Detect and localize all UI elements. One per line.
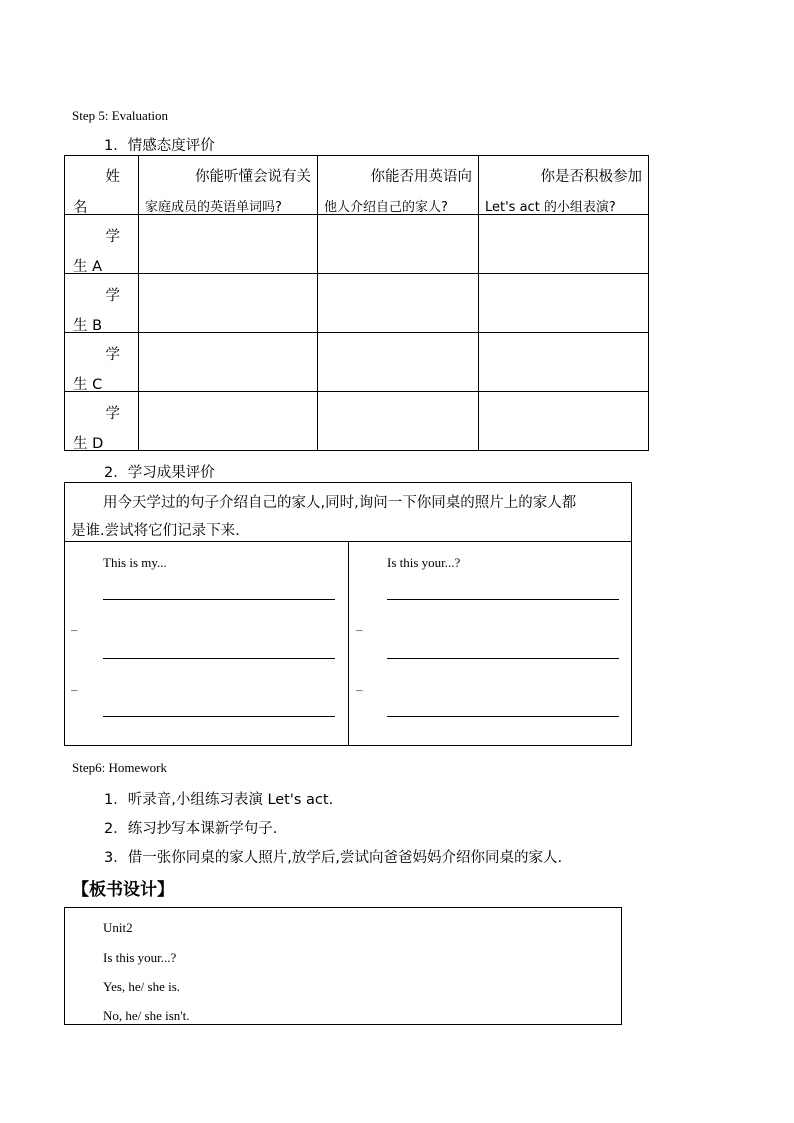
step5-title: Step 5: Evaluation [72,108,169,123]
evaluation-cell[interactable] [139,392,318,451]
table-row [65,215,649,274]
header-cell-q3: 你是否积极参加 Let's act 的小组表演? [479,156,649,215]
evaluation-cell[interactable] [479,274,649,333]
evaluation-cell[interactable] [139,333,318,392]
evaluation-cell[interactable] [479,215,649,274]
right-prompt: Is this your...? [387,555,461,570]
evaluation-cell[interactable] [318,274,479,333]
student-name-cell: 学 生 D [65,392,139,451]
dash-mark: _ [356,617,363,632]
answer-line[interactable] [103,716,335,717]
evaluation-cell[interactable] [479,392,649,451]
header-cell-name: 姓 名 [65,156,139,215]
evaluation-cell[interactable] [139,274,318,333]
header-cell-q2: 你能否用英语向 他人介绍自己的家人? [318,156,479,215]
step6-title: Step6: Homework [72,760,167,775]
table-header-row [65,156,649,215]
task-instruction-line2: 是谁.尝试将它们记录下来. [71,523,240,539]
evaluation-cell[interactable] [139,215,318,274]
homework-item-1: 1．听录音,小组练习表演 Let's act. [104,792,334,808]
learning-outcome-box [64,482,632,746]
evaluation-cell[interactable] [318,215,479,274]
board-line-yes: Yes, he/ she is. [103,979,181,994]
dash-mark: _ [71,617,78,632]
section2-title: 2．学习成果评价 [104,465,215,481]
dash-mark: _ [356,732,363,747]
evaluation-cell[interactable] [318,333,479,392]
student-name-cell: 学 生 C [65,333,139,392]
divider [348,541,349,745]
answer-line[interactable] [103,658,335,659]
table-row [65,392,649,451]
dash-mark: _ [71,732,78,747]
left-prompt: This is my... [103,555,167,570]
header-cell-q1: 你能听懂会说有关 家庭成员的英语单词吗? [139,156,318,215]
table-row [65,274,649,333]
answer-line[interactable] [387,599,619,600]
answer-line[interactable] [387,658,619,659]
board-design-box [64,907,622,1025]
attitude-evaluation-table [64,155,649,451]
homework-item-3: 3．借一张你同桌的家人照片,放学后,尝试向爸爸妈妈介绍你同桌的家人. [104,850,563,866]
evaluation-cell[interactable] [479,333,649,392]
board-line-question: Is this your...? [103,950,177,965]
dash-mark: _ [71,677,78,692]
answer-line[interactable] [103,599,335,600]
student-name-cell: 学 生 B [65,274,139,333]
table-row [65,333,649,392]
board-design-heading: 【板书设计】 [72,880,174,900]
board-line-no: No, he/ she isn't. [103,1008,190,1023]
student-name-cell: 学 生 A [65,215,139,274]
task-instruction-line1: 用今天学过的句子介绍自己的家人,同时,询问一下你同桌的照片上的家人都 [103,495,577,511]
dash-mark: _ [356,677,363,692]
evaluation-cell[interactable] [318,392,479,451]
homework-item-2: 2．练习抄写本课新学句子. [104,821,278,837]
answer-line[interactable] [387,716,619,717]
section1-title: 1．情感态度评价 [104,138,215,154]
board-line-unit: Unit2 [103,920,133,935]
